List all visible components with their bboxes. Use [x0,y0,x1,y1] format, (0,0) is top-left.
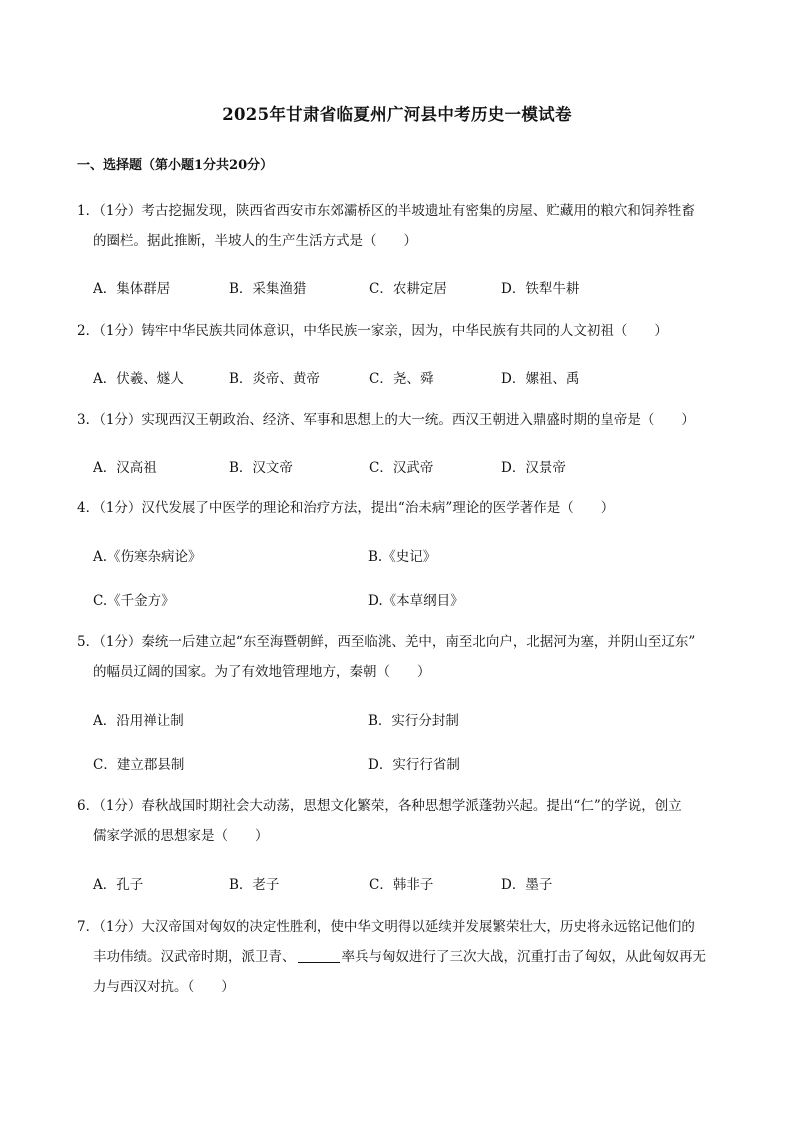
option-b[interactable]: B．实行分封制 [368,713,459,729]
option-b[interactable]: B．炎帝、黄帝 [229,371,320,387]
question-7 [77,912,727,1002]
question-6-line1: 6．（1分）春秋战国时期社会大动荡，思想文化繁荣，各种思想学派蓬勃兴起。提出“仁”的学说，创立 [77,798,682,814]
question-7-line2-end: 率兵与匈奴进行了三次大战，沉重打击了匈奴，从此匈奴再无 [341,949,706,965]
option-a[interactable]: A．伏羲、燧人 [93,371,184,387]
question-6-options [93,873,733,895]
question-2-options [93,367,733,389]
question-2-line1: 2．（1分）铸牢中华民族共同体意识，中华民族一家亲，因为，中华民族有共同的人文初祖（ ） [77,323,668,339]
question-5-line2: 的幅员辽阔的国家。为了有效地管理地方，秦朝（ ） [93,664,431,680]
option-c[interactable]: C．农耕定居 [369,281,447,297]
option-d[interactable]: D．嫘祖、禹 [501,371,580,387]
option-b[interactable]: B．汉文帝 [229,460,293,476]
option-d[interactable]: D．铁犁牛耕 [501,281,580,297]
option-b[interactable]: B．采集渔猎 [229,281,307,297]
option-c[interactable]: C．尧、舜 [369,371,434,387]
question-3-line1: 3．（1分）实现西汉王朝政治、经济、军事和思想上的大一统。西汉王朝进入鼎盛时期的皇帝是（ ） [77,412,695,428]
question-6-line2: 儒家学派的思想家是（ ） [93,828,269,844]
question-5-options-row2 [93,753,733,775]
question-5-options-row1 [93,709,733,731]
option-a[interactable]: A．集体群居 [93,281,171,297]
option-c[interactable]: C．韩非子 [369,877,434,893]
question-7-line2-start: 丰功伟绩。汉武帝时期，派卫青、 [93,949,296,965]
question-3-options [93,456,733,478]
section-heading: 一、选择题（第小题1分共20分） [77,158,274,173]
option-d[interactable]: D.《本草纲目》 [368,593,464,609]
option-a[interactable]: A.《伤寒杂病论》 [93,549,202,565]
answer-blank[interactable] [298,948,340,963]
option-b[interactable]: B．老子 [229,877,280,893]
option-a[interactable]: A．汉高祖 [93,460,157,476]
option-a[interactable]: A．孔子 [93,877,144,893]
question-6 [77,791,727,851]
option-a[interactable]: A．沿用禅让制 [93,713,184,729]
option-d[interactable]: D．汉景帝 [501,460,566,476]
question-5-line1: 5．（1分）秦统一后建立起“东至海暨朝鲜，西至临洮、羌中，南至北向户，北据河为塞，并阴山至辽东” [77,634,696,650]
question-5 [77,627,727,687]
question-4-options-row1 [93,545,733,567]
option-d[interactable]: D．实行行省制 [368,757,460,773]
question-1-options [93,277,733,299]
question-3 [77,405,727,435]
question-2 [77,316,727,346]
option-d[interactable]: D．墨子 [501,877,553,893]
question-1-line2: 的圈栏。据此推断，半坡人的生产生活方式是（ ） [93,233,417,249]
question-7-line1: 7．（1分）大汉帝国对匈奴的决定性胜利，使中华文明得以延续并发展繁荣壮大，历史将永远铭记他们的 [77,919,695,935]
question-4-line1: 4．（1分）汉代发展了中医学的理论和治疗方法，提出“治未病”理论的医学著作是（ ） [77,500,615,516]
option-c[interactable]: C．汉武帝 [369,460,434,476]
question-4 [77,493,727,523]
question-1-line1: 1．（1分）考古挖掘发现，陕西省西安市东郊灞桥区的半坡遗址有密集的房屋、贮藏用的粮穴和饲养牲畜 [77,203,695,219]
option-c[interactable]: C.《千金方》 [93,593,175,609]
question-1 [77,196,727,256]
question-4-options-row2 [93,589,733,611]
option-c[interactable]: C．建立郡县制 [93,757,185,773]
question-7-line2 [77,942,727,972]
question-7-line3: 力与西汉对抗。（ ） [93,979,235,995]
option-b[interactable]: B.《史记》 [368,549,437,565]
page-title: 2025年甘肃省临夏州广河县中考历史一模试卷 [222,105,572,124]
